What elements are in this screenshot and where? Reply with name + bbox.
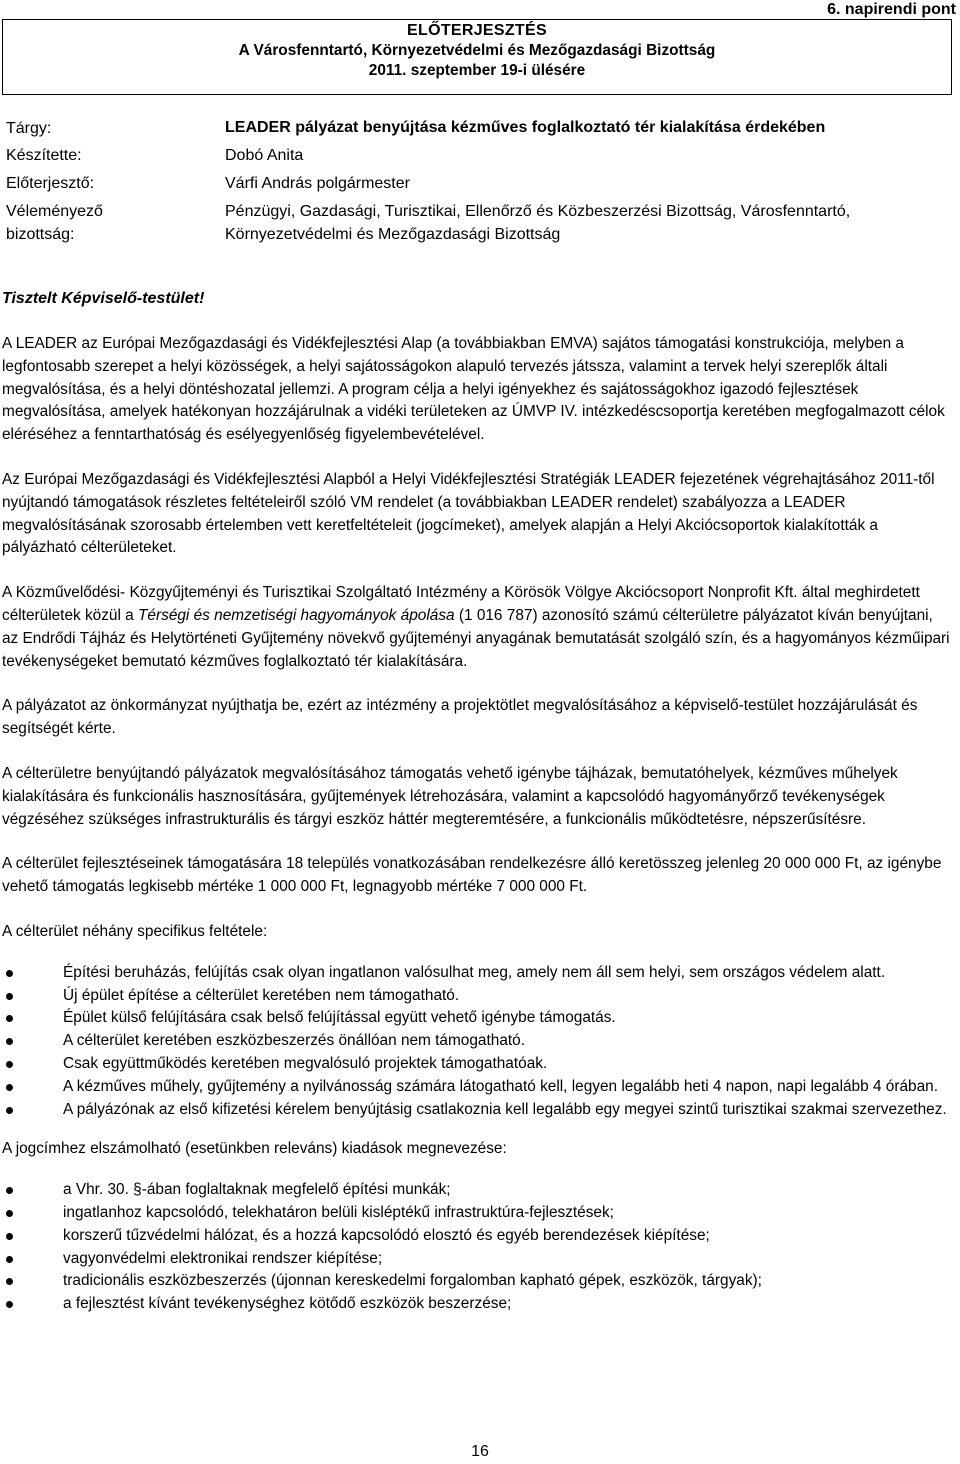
list-item: Csak együttműködés keretében megvalósuló projektek támogathatóak. [2, 1053, 950, 1076]
meta-presenter-row [6, 173, 956, 201]
paragraph-institution-application [2, 582, 950, 673]
subject-label: Tárgy: [6, 120, 52, 137]
paragraph-budget: A célterület fejlesztéseinek támogatására 18 település vonatkozásában rendelkezésre álló keretösszeg jelenleg 20 000 000 Ft, az igénybe vehető támogatás legkisebb mértéke 1 000 000 Ft, legnagyobb mértéke 7 000 000 Ft. [2, 855, 942, 896]
paragraph-leader-intro: A LEADER az Európai Mezőgazdasági és Vidékfejlesztési Alap (a továbbiakban EMVA) sajátos támogatási konstrukciója, melyben a legfontosabb szerepet a helyi közösségek, a helyi sajátosságokon alapuló tervezés játssza, valamint a tervek helyi szereplők általi megvalósítása, és a helyi döntéshozatal jellemzi. A program célja a helyi igényekhez és sajátosságokhoz igazodó fejlesztések megvalósítása, amelyek hatékonyan hozzájárulnak a vidéki területeken az ÚMVP IV. intézkedéscsoportja keretében megfogalmazott célok eléréséhez a fenntarthatóság és esélyegyenlőség figyelembevételével. [2, 335, 945, 444]
document-header-box [2, 19, 952, 95]
list-item: Építési beruházás, felújítás csak olyan ingatlanon valósulhat meg, amely nem áll sem helyi, sem országos védelem alatt. [2, 962, 950, 985]
reviewer-label [6, 201, 206, 247]
list-item: ingatlanhoz kapcsolódó, telekhatáron belüli kisléptékű infrastruktúra-fejlesztések; [2, 1202, 950, 1225]
document-body [2, 333, 950, 1333]
list-item: A pályázónak az első kifizetési kérelem benyújtásig csatlakoznia kell legalább egy megyei szintű turisztikai szakmai szervezethez. [2, 1099, 950, 1122]
conditions-list [2, 962, 950, 1122]
committee-name: A Városfenntartó, Környezetvédelmi és Mezőgazdasági Bizottság [238, 42, 716, 59]
prepared-label: Készítette: [6, 147, 82, 164]
paragraph-expenses-intro: A jogcímhez elszámolható (esetünkben releváns) kiadások megnevezése: [2, 1140, 507, 1158]
paragraph-municipality: A pályázatot az önkormányzat nyújthatja be, ezért az intézmény a projektötlet megvalósításához a képviselő-testület hozzájárulását és segítségét kérte. [2, 697, 918, 738]
paragraph-support-scope: A célterületre benyújtandó pályázatok megvalósításához támogatás vehető igénybe tájházak, bemutatóhelyek, kézműves műhelyek kialakítására és funkcionális hasznosítására, gyűjtemények létrehozására, valamint a kapcsolódó hagyományőrző tevékenységek végzéséhez szükséges infrastrukturális és tárgyi eszköz háttér megteremtésére, a funkcionális működtetésre, népszerűsítésre. [2, 764, 898, 828]
list-item: vagyonvédelmi elektronikai rendszer kiépítése; [2, 1248, 950, 1271]
page-number: 16 [471, 1443, 489, 1460]
list-item: a fejlesztést kívánt tevékenységhez kötődő eszközök beszerzése; [2, 1293, 950, 1316]
reviewer-label-line-2: bizottság: [6, 225, 75, 243]
presenter-value: Várfi András polgármester [225, 175, 410, 192]
meeting-date: 2011. szeptember 19-i ülésére [368, 62, 586, 79]
list-item: A célterület keretében eszközbeszerzés önállóan nem támogatható. [2, 1030, 950, 1053]
list-item: korszerű tűzvédelmi hálózat, és a hozzá kapcsolódó elosztó és egyéb berendezések kiépítése; [2, 1225, 950, 1248]
list-item: Új épület építése a célterület keretében nem támogatható. [2, 985, 950, 1008]
greeting: Tisztelt Képviselő-testület! [2, 290, 205, 307]
reviewer-line-2: Környezetvédelmi és Mezőgazdasági Bizottság [225, 225, 561, 243]
list-item: A kézműves műhely, gyűjtemény a nyilvánosság számára látogatható kell, legyen legalább heti 4 napon, napi legalább 4 órában. [2, 1076, 950, 1099]
paragraph-leader-regulation: Az Európai Mezőgazdasági és Vidékfejlesztési Alapból a Helyi Vidékfejlesztési Stratégiák LEADER fejezetének végrehajtásához 2011-től nyújtandó támogatások részletes feltételeiről szóló VM rendelet (a továbbiakban LEADER rendelet) szabályozza a LEADER megvalósításának szorosabb értelemben vett keretfeltételeit (jogcímeket), amelyek alapján a Helyi Akciócsoportok kialakították a pályázható célterületeket. [2, 470, 935, 557]
subject-value: LEADER pályázat benyújtása kézműves foglalkoztató tér kialakítása érdekében [225, 119, 826, 136]
list-item: a Vhr. 30. §-ában foglaltaknak megfelelő építési munkák; [2, 1179, 950, 1202]
list-item: tradicionális eszközbeszerzés (újonnan kereskedelmi forgalomban kapható gépek, eszközök, tárgyak); [2, 1270, 950, 1293]
expenses-list [2, 1179, 950, 1316]
document-meta [6, 117, 956, 247]
paragraph-conditions-intro: A célterület néhány specifikus feltétele: [2, 922, 268, 940]
document-type-title: ELŐTERJESZTÉS [407, 22, 547, 39]
prepared-by-value: Dobó Anita [225, 147, 304, 164]
meta-reviewer-row [6, 201, 956, 247]
paragraph-text: A Közművelődési- Közgyűjteményi és Turisztikai Szolgáltató Intézmény a Körösök Völgye Akciócsoport Nonprofit Kft. által meghirdetett célterületek közül a [2, 584, 920, 624]
reviewer-line-1: Pénzügyi, Gazdasági, Turisztikai, Ellenőrző és Közbeszerzési Bizottság, Városfenntartó, [225, 203, 851, 220]
list-item: Épület külső felújítására csak belső felújítással együtt vehető igénybe támogatás. [2, 1007, 950, 1030]
presenter-label: Előterjesztő: [6, 175, 95, 192]
agenda-item-label: 6. napirendi pont [827, 1, 956, 18]
meta-prepared-row [6, 145, 956, 173]
target-area-name: Térségi és nemzetiségi hagyományok ápolása [138, 606, 455, 624]
reviewer-label-line-1: Véleményező [6, 203, 103, 220]
paragraph-text: (1 016 787) azonosító számú célterületre pályázatot kíván benyújtani, az Endrődi Tájház és Helytörténeti Gyűjtemény növekvő gyűjteményi anyagának bemutatását szolgáló szín, és a hagyományos kézműipari tevékenységeket bemutató kézműves foglalkoztató tér kialakítására. [2, 606, 950, 670]
meta-subject-row [6, 117, 956, 145]
reviewer-value [225, 201, 956, 247]
